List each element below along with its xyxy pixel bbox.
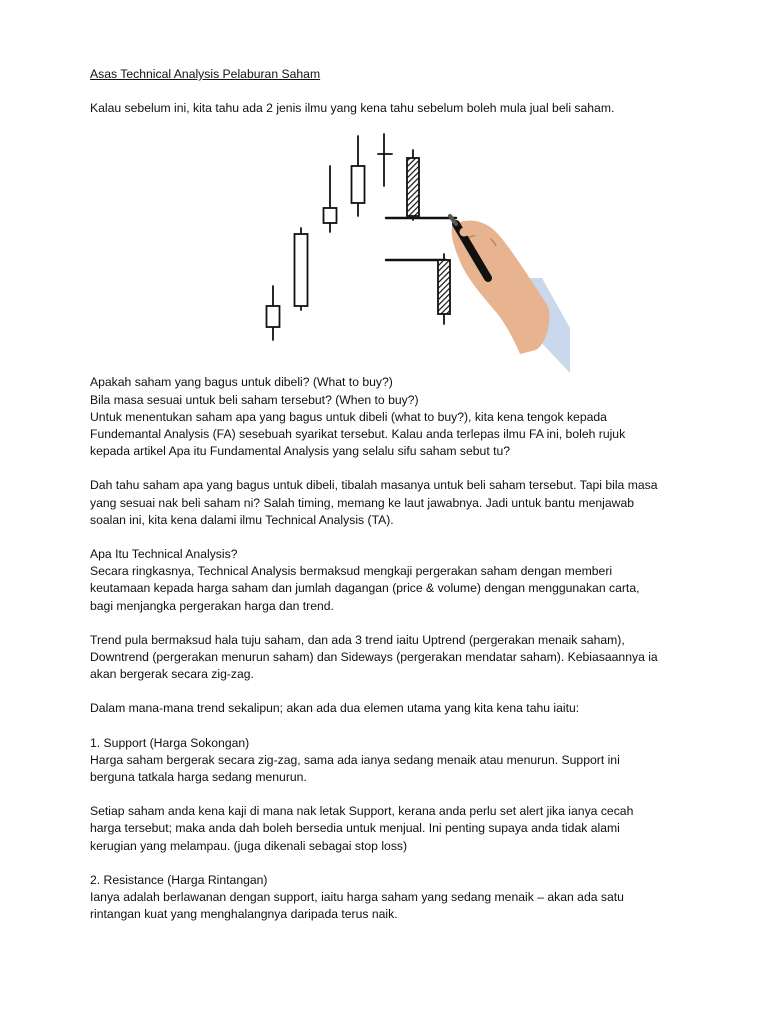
text-line: Ianya adalah berlawanan dengan support, iaitu harga saham yang sedang menaik – akan ada satu [90,890,624,905]
text-line: Setiap saham anda kena kaji di mana nak letak Support, kerana anda perlu set alert jika ianya cecah [90,804,634,819]
text-line: Apa Itu Technical Analysis? [90,547,238,562]
page-title: Asas Technical Analysis Pelaburan Saham [90,67,321,81]
text-line: Downtrend (pergerakan menurun saham) dan Sideways (pergerakan mendatar saham). Kebiasaannya ia [90,650,658,665]
text-line: kepada artikel Apa itu Fundamental Analysis yang selalu sifu saham sebut tu? [90,444,511,459]
text-line: akan bergerak secara zig-zag. [90,667,254,682]
paragraph-support [90,735,690,787]
paragraph-timing [90,477,690,529]
text-line: Dalam mana-mana trend sekalipun; akan ada dua elemen utama yang kita kena tahu iaitu: [90,701,580,716]
paragraph-resistance [90,872,690,924]
paragraph-trend [90,632,690,684]
text-line: yang sesuai nak beli saham ni? Salah timing, memang ke laut jawabnya. Jadi untuk bantu menjawab [90,495,635,510]
text-line: 2. Resistance (Harga Rintangan) [90,872,268,887]
paragraph-what-when [90,374,690,460]
paragraph-what-is-ta [90,546,690,615]
text-line: kerugian yang melampau. (juga dikenali sebagai stop loss) [90,838,408,853]
text-line: harga tersebut; maka anda dah boleh bersedia untuk menjual. Ini penting supaya anda tidak alami [90,821,620,836]
text-line: Apakah saham yang bagus untuk dibeli? (What to buy?) [90,375,393,390]
candlestick-hand-drawing-icon [230,128,570,373]
paragraph-stop-loss [90,803,690,855]
text-line: Trend pula bermaksud hala tuju saham, dan ada 3 trend iaitu Uptrend (pergerakan menaik saham), [90,632,625,647]
text-line: rintangan kuat yang menghalangnya daripada terus naik. [90,907,398,922]
text-line: soalan ini, kita kena dalami ilmu Technical Analysis (TA). [90,512,394,527]
text-line: bagi menjangka pergerakan harga dan trend. [90,598,334,613]
text-line: Secara ringkasnya, Technical Analysis bermaksud mengkaji pergerakan saham dengan memberi [90,564,613,579]
text-line: Bila masa sesuai untuk beli saham tersebut? (When to buy?) [90,392,419,407]
text-line: berguna tatkala harga sedang menurun. [90,770,307,785]
intro-paragraph: Kalau sebelum ini, kita tahu ada 2 jenis ilmu yang kena tahu sebelum boleh mula jual beli saham. [90,101,615,116]
text-line: Untuk menentukan saham apa yang bagus untuk dibeli (what to buy?), kita kena tengok kepada [90,409,607,424]
text-line: Harga saham bergerak secara zig-zag, sama ada ianya sedang menaik atau menurun. Support ini [90,752,620,767]
text-line: keutamaan kepada harga saham dan jumlah dagangan (price & volume) dengan menggunakan carta, [90,581,640,596]
text-line: Fundemantal Analysis (FA) sesebuah syarikat tersebut. Kalau anda terlepas ilmu FA ini, boleh rujuk [90,427,626,442]
text-line: 1. Support (Harga Sokongan) [90,735,250,750]
text-line: Dah tahu saham apa yang bagus untuk dibeli, tibalah masanya untuk beli saham tersebut. Tapi bila masa [90,478,658,493]
paragraph-elements [90,700,690,717]
